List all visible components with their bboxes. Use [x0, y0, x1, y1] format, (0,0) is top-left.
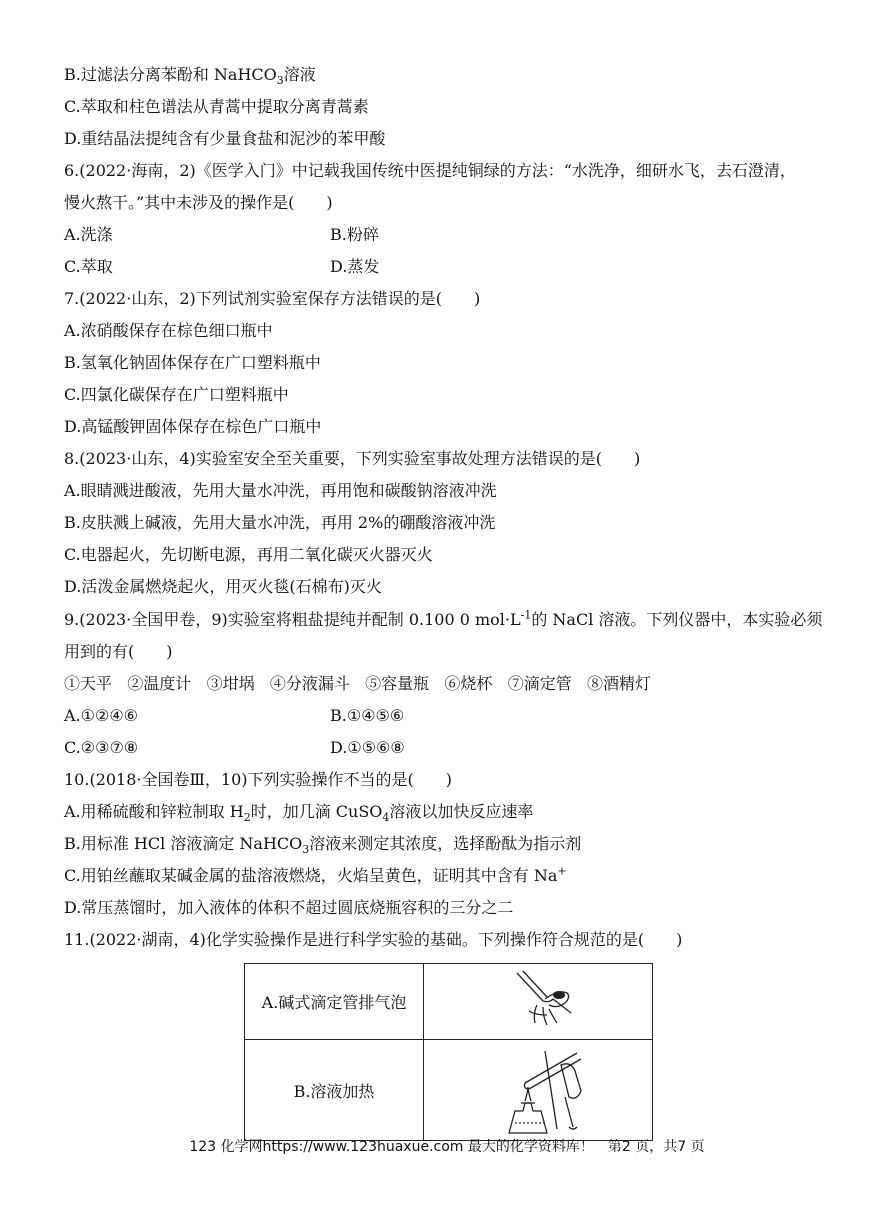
- q10-option-b: B.用标准 HCl 溶液滴定 NaHCO$_3$溶液来测定其浓度，选择酚酞为指示剂: [64, 834, 582, 857]
- q9-stem-line1: 9.(2023·全国甲卷，9)实验室将粗盐提纯并配制 0.100 0 $mol\cdot L^{-1}$的 NaCl 溶液。下列仪器中，本实验必须: [64, 608, 823, 629]
- q5-option-c: C.萃取和柱色谱法从青蒿中提取分离青蒿素: [64, 97, 369, 116]
- instrument-item: ⑧酒精灯: [586, 674, 651, 693]
- q7-stem: 7.(2022·山东，2)下列试剂实验室保存方法错误的是( ): [64, 289, 481, 308]
- q8-option-d: D.活泼金属燃烧起火，用灭火毯(石棉布)灭火: [64, 577, 382, 596]
- instrument-item: ③坩埚: [206, 674, 255, 693]
- q9-instrument-list: [64, 674, 651, 694]
- instrument-item: ⑥烧杯: [444, 674, 493, 693]
- q7-option-c: C.四氯化碳保存在广口塑料瓶中: [64, 385, 289, 404]
- q11-stem: 11.(2022·湖南，4)化学实验操作是进行科学实验的基础。下列操作符合规范的是( ): [64, 930, 683, 949]
- q8-option-c: C.电器起火，先切断电源，再用二氧化碳灭火器灭火: [64, 545, 433, 564]
- q6-options-row1: [64, 225, 564, 245]
- q6-option-c: C.萃取: [64, 257, 113, 276]
- q11-row-b-image: [424, 1040, 653, 1141]
- q11-row-a-label: A.碱式滴定管排气泡: [245, 964, 424, 1040]
- q10-option-d: D.常压蒸馏时，加入液体的体积不超过圆底烧瓶容积的三分之二: [64, 898, 514, 917]
- q10-option-c: C.用铂丝蘸取某碱金属的盐溶液燃烧，火焰呈黄色，证明其中含有 Na+: [64, 864, 567, 885]
- q6-option-d: D.蒸发: [330, 257, 380, 276]
- q9-option-c: C.②③⑦⑧: [64, 738, 139, 757]
- q9-option-b: B.①④⑤⑥: [330, 706, 405, 725]
- instrument-item: ④分液漏斗: [269, 674, 350, 693]
- burette-bubble-illustration: [425, 965, 651, 1038]
- q9-options-row1: [64, 706, 564, 726]
- q8-option-a: A.眼睛溅进酸液，先用大量水冲洗，再用饱和碳酸钠溶液冲洗: [64, 481, 497, 500]
- q9-stem-line2: 用到的有( ): [64, 642, 173, 661]
- q6-option-a: A.洗涤: [64, 225, 113, 244]
- q6-option-b: B.粉碎: [330, 225, 379, 244]
- q10-option-a: A.用稀硫酸和锌粒制取 $H_2$时，加几滴 CuSO$_4$溶液以加快反应速率: [64, 802, 534, 825]
- q10-stem: 10.(2018·全国卷Ⅲ，10)下列实验操作不当的是( ): [64, 770, 453, 789]
- q9-option-a: A.①②④⑥: [64, 706, 139, 725]
- q8-option-b: B.皮肤溅上碱液，先用大量水冲洗，再用 2%的硼酸溶液冲洗: [64, 513, 496, 532]
- q7-option-d: D.高锰酸钾固体保存在棕色广口瓶中: [64, 417, 322, 436]
- instrument-item: ⑦滴定管: [507, 674, 572, 693]
- q9-option-d: D.①⑤⑥⑧: [330, 738, 405, 757]
- table-row: [245, 1040, 653, 1141]
- q6-stem-line1: 6.(2022·海南，2)《医学入门》中记载我国传统中医提纯铜绿的方法：“水洗净，细研水飞，去石澄清，: [64, 161, 796, 180]
- q9-options-row2: [64, 738, 564, 758]
- q6-stem-line2: 慢火熬干。”其中未涉及的操作是( ): [64, 193, 333, 212]
- q6-options-row2: [64, 257, 564, 277]
- table-row: [245, 964, 653, 1040]
- q11-row-b-label: B.溶液加热: [245, 1040, 424, 1141]
- q7-option-b: B.氢氧化钠固体保存在广口塑料瓶中: [64, 353, 321, 372]
- q8-stem: 8.(2023·山东，4)实验室安全至关重要，下列实验室事故处理方法错误的是( ): [64, 449, 641, 468]
- q7-option-a: A.浓硝酸保存在棕色细口瓶中: [64, 321, 273, 340]
- page-footer: 123 化学网https://www.123huaxue.com 最大的化学资料库！ 第2 页，共7 页: [189, 1139, 705, 1155]
- q11-options-table: [244, 963, 653, 1141]
- instrument-item: ②温度计: [127, 674, 192, 693]
- q5-option-b: B.过滤法分离苯酚和 NaHCO$_3$溶液: [64, 65, 316, 88]
- heating-solution-illustration: [425, 1041, 651, 1139]
- q5-option-d: D.重结晶法提纯含有少量食盐和泥沙的苯甲酸: [64, 129, 386, 148]
- instrument-item: ①天平: [64, 674, 113, 693]
- instrument-item: ⑤容量瓶: [365, 674, 430, 693]
- q11-row-a-image: [424, 964, 653, 1040]
